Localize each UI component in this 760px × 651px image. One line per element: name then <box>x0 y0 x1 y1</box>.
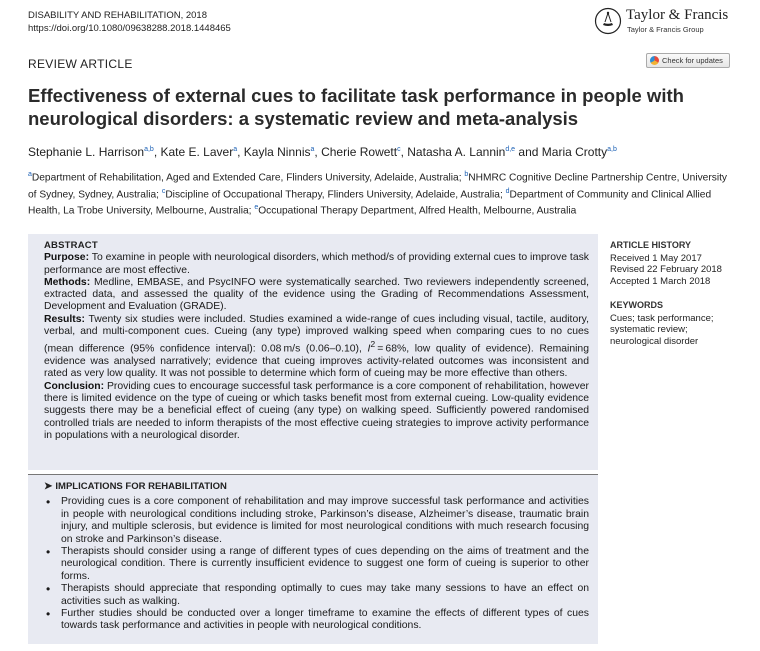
affiliation: Discipline of Occupational Therapy, Flinders University, Adelaide, Australia; <box>165 188 506 200</box>
author-affil-sup: a,b <box>607 146 617 153</box>
affiliation: Occupational Therapy Department, Alfred Health, Melbourne, Australia <box>258 205 577 217</box>
history-accepted: Accepted 1 March 2018 <box>610 275 711 287</box>
abstract-box <box>28 234 598 470</box>
publisher-logo-icon <box>594 7 622 35</box>
conclusion-text: Providing cues to encourage successful task performance is a core component of rehabilitation, however there is limited evidence on the type of cueing or which tasks benefit most from external cueing. Low-quality evidence suggests there may be a beneficial effect of cueing (any type) on walking speed. Sufficiently powered randomised controlled trials are needed to inform therapists of the most effective cueing strategies to improve activity performance in populations with a neurological disorder. <box>44 380 589 441</box>
abstract-purpose <box>44 252 589 277</box>
author-sep: , <box>237 145 244 159</box>
results-text: Twenty six studies were included. Studies examined a wide-range of cues including visual, tactile, auditory, verbal, and multi-component cues. Cueing (any type) improved walking speed when comparing cues to no cues (mean difference (95% confidence interval): 0.08 m/s (0.06–0.10), <box>44 313 589 355</box>
implications-box <box>28 474 598 644</box>
results-i2: I <box>367 343 371 355</box>
author-name[interactable]: Kate E. Laver <box>160 145 234 159</box>
list-item: • Providing cues is a core component of rehabilitation and may improve successful task performance and activities in people with neurological conditions including stroke, Parkinson’s disease, Alzheimer’s disease, traumatic brain injury, and multiple sclerosis, but evidence is limited for most neurological conditions with much research focusing on stroke and Parkinson’s disease. <box>44 496 589 546</box>
affiliation: Department of Rehabilitation, Aged and Extended Care, Flinders University, Adelaide, Australia; <box>31 172 465 184</box>
methods-label: Methods: <box>44 276 91 288</box>
author-affil-sup: c <box>397 146 401 153</box>
publisher-name: Taylor & Francis <box>626 7 729 23</box>
conclusion-label: Conclusion: <box>44 380 105 392</box>
purpose-label: Purpose: <box>44 252 90 264</box>
results-sup: 2 <box>370 339 376 350</box>
affil-sup: b <box>464 171 469 178</box>
history-revised: Revised 22 February 2018 <box>610 264 722 275</box>
implications-list <box>44 496 589 632</box>
author-sep: and <box>515 145 542 159</box>
abstract-methods <box>44 277 589 314</box>
author-name[interactable]: Kayla Ninnis <box>243 145 311 159</box>
affil-sup: d <box>505 187 510 195</box>
article-type: REVIEW ARTICLE <box>28 57 133 71</box>
article-title: Effectiveness of external cues to facilitate task performance in people with neurological disorders: a systematic review and meta-analysis <box>28 85 684 129</box>
journal-name-year: DISABILITY AND REHABILITATION, 2018 <box>28 10 207 21</box>
article-history <box>610 240 740 287</box>
author-list <box>28 145 748 159</box>
author-name[interactable]: Maria Crotty <box>541 145 608 159</box>
arrow-icon: ➤ <box>44 481 53 492</box>
implications-heading-text: IMPLICATIONS FOR REHABILITATION <box>55 481 227 492</box>
author-affil-sup: a,b <box>144 146 154 153</box>
list-item: • Further studies should be conducted over a longer timeframe to examine the effects of different types of cues towards task performance and activities in people with neurological conditions. <box>44 608 589 633</box>
implications-heading <box>44 481 589 493</box>
affil-sup: e <box>254 204 259 212</box>
affil-sup: c <box>161 187 166 195</box>
affiliations <box>28 168 738 218</box>
journal-header <box>28 9 231 35</box>
abstract-heading: ABSTRACT <box>44 240 98 251</box>
crossmark-icon <box>650 56 659 65</box>
results-label: Results: <box>44 313 85 325</box>
author-sep: , <box>400 145 408 159</box>
publisher-logo <box>594 6 734 38</box>
results-text-cont: = 68%, low quality of evidence). Remaining evidence was analysed narratively; evidence that cueing improves activity-related outcomes was inconsistent and rated as very low quality. It was not possible to determine which form of cueing may be more effective than others. <box>44 343 589 380</box>
author-sep: , <box>314 145 322 159</box>
check-updates-label: Check for updates <box>662 56 723 65</box>
list-item: • Therapists should appreciate that responding optimally to cues may take many sessions to have an effect on activities such as walking. <box>44 583 589 608</box>
history-received: Received 1 May 2017 <box>610 252 702 264</box>
author-affil-sup: d,e <box>505 146 516 153</box>
publisher-group: Taylor & Francis Group <box>627 25 704 34</box>
author-name[interactable]: Natasha A. Lannin <box>407 145 506 159</box>
purpose-text: To examine in people with neurological disorders, which method/s of providing external cues to improve task performance are most effective. <box>44 252 589 276</box>
affiliation: Department of Community and Clinical Allied Health, La Trobe University, Melbourne, Australia; <box>28 188 712 217</box>
author-affil-sup: a <box>233 146 238 153</box>
keywords-heading: KEYWORDS <box>610 300 664 310</box>
abstract-results <box>44 314 589 381</box>
author-name[interactable]: Cherie Rowett <box>321 145 398 159</box>
keywords-text: Cues; task performance; systematic review; neurological disorder <box>610 312 714 347</box>
check-updates-button[interactable] <box>646 53 730 68</box>
abstract-conclusion <box>44 381 589 442</box>
methods-text: Medline, EMBASE, and PsycINFO were systematically searched. Two reviewers independently screened, extracted data, and assessed the quality of the evidence using the Grading of Recommendations Assessment, Development and Evaluation (GRADE). <box>44 276 589 313</box>
author-sep: , <box>153 145 161 159</box>
author-name[interactable]: Stephanie L. Harrison <box>28 145 145 159</box>
keywords <box>610 300 740 347</box>
history-heading: ARTICLE HISTORY <box>610 240 692 250</box>
list-item: • Therapists should consider using a range of different types of cues depending on the aims of treatment and the neurological condition. There is currently insufficient evidence to suggest one form of cueing is superior to other forms. <box>44 546 589 583</box>
doi-link[interactable]: https://doi.org/10.1080/09638288.2018.1448465 <box>28 23 231 34</box>
affiliation: NHMRC Cognitive Decline Partnership Centre, University of Sydney, Sydney, Australia; <box>28 172 728 200</box>
affil-sup: a <box>28 171 32 178</box>
author-affil-sup: a <box>310 146 315 153</box>
